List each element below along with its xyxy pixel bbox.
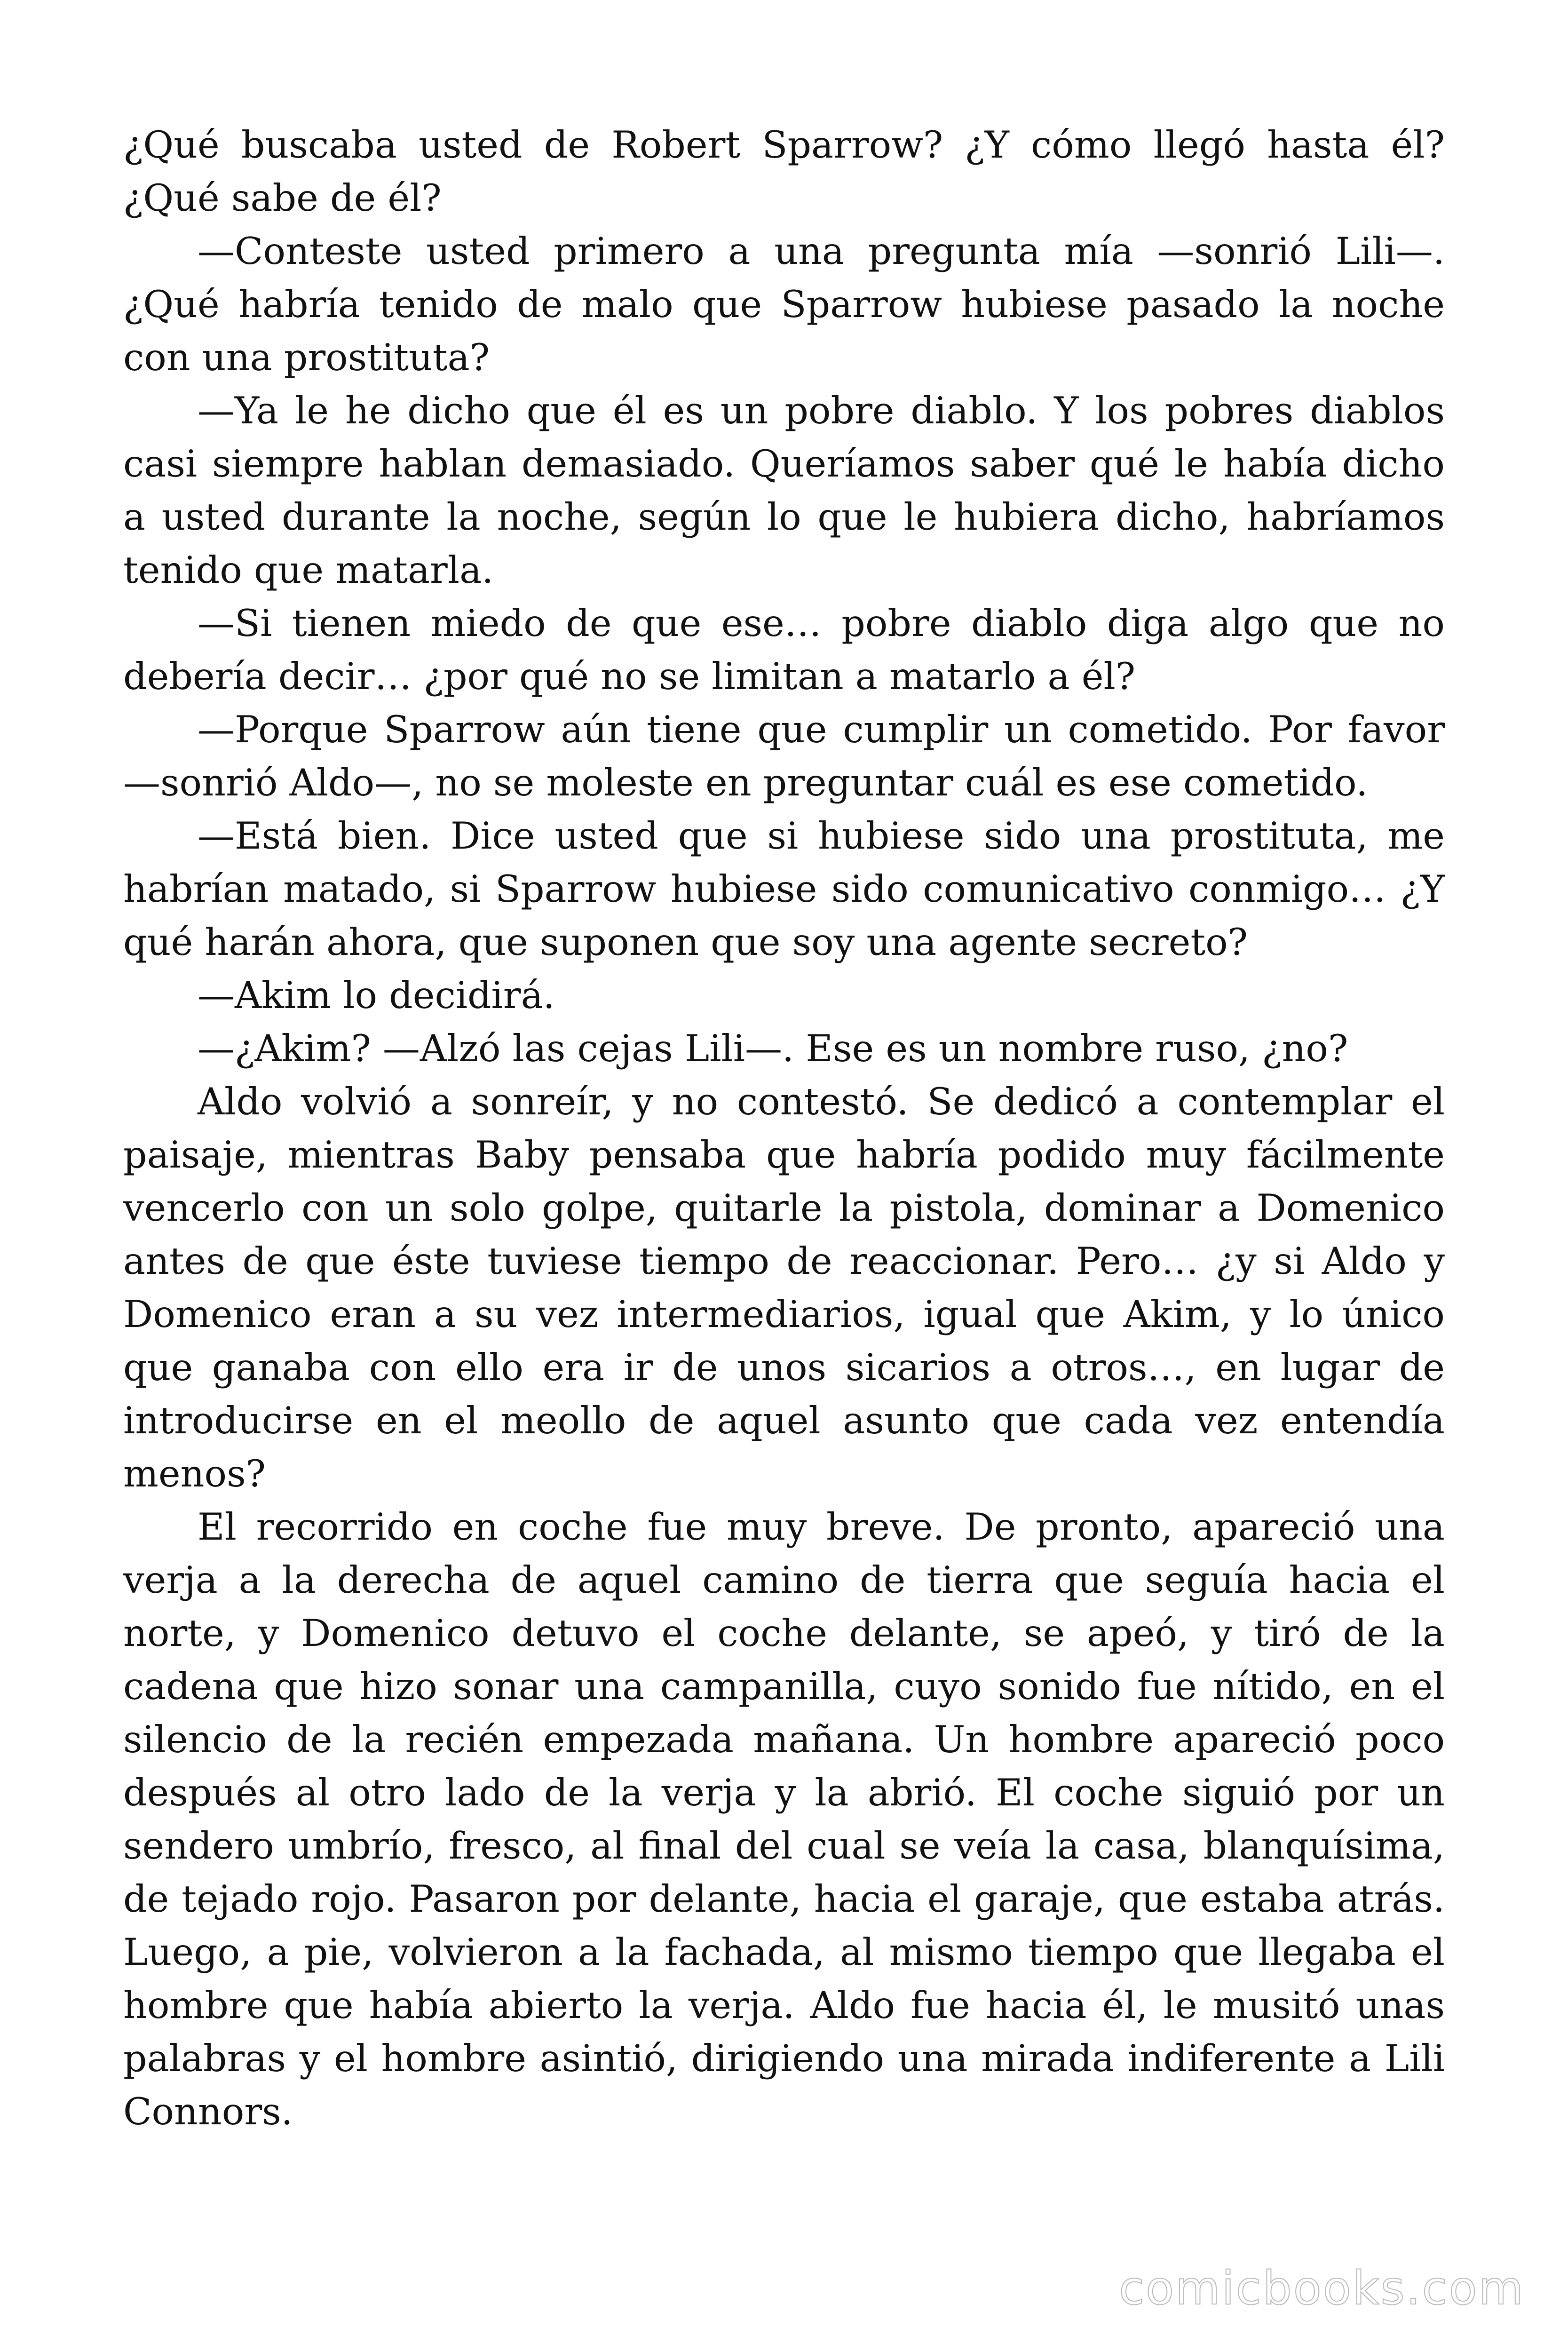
paragraph: —Porque Sparrow aún tiene que cumplir un cometido. Por favor —sonrió Aldo—, no se moleste en preguntar cuál es ese cometido.	[123, 708, 1445, 804]
paragraph: ¿Qué buscaba usted de Robert Sparrow? ¿Y cómo llegó hasta él? ¿Qué sabe de él?	[123, 123, 1445, 220]
document-body	[123, 119, 1445, 2138]
watermark-logo: comicbooks.com	[1119, 2262, 1525, 2315]
paragraph: —Conteste usted primero a una pregunta mía —sonrió Lili—. ¿Qué habría tenido de malo que Sparrow hubiese pasado la noche con una prostituta?	[123, 230, 1445, 379]
paragraph: —Akim lo decidirá.	[198, 974, 555, 1017]
paragraph: Aldo volvió a sonreír, y no contestó. Se dedicó a contemplar el paisaje, mientras Baby pensaba que habría podido muy fácilmente vencerlo con un solo golpe, quitarle la pistola, dominar a Domenico antes de que éste tuviese tiempo de reaccionar. Pero… ¿y si Aldo y Domenico eran a su vez intermediarios, igual que Akim, y lo único que ganaba con ello era ir de unos sicarios a otros…, en lugar de introducirse en el meollo de aquel asunto que cada vez entendía menos?	[123, 1080, 1445, 1495]
paragraph: —Está bien. Dice usted que si hubiese sido una prostituta, me habrían matado, si Sparrow hubiese sido comunicativo conmigo… ¿Y qué harán ahora, que suponen que soy una agente secreto?	[123, 814, 1445, 964]
paragraph: —Si tienen miedo de que ese… pobre diablo diga algo que no debería decir… ¿por qué no se limitan a matarlo a él?	[123, 602, 1445, 698]
paragraph: —¿Akim? —Alzó las cejas Lili—. Ese es un nombre ruso, ¿no?	[198, 1027, 1348, 1070]
paragraph: —Ya le he dicho que él es un pobre diablo. Y los pobres diablos casi siempre hablan demasiado. Queríamos saber qué le había dicho a usted durante la noche, según lo que le hubiera dicho, habríamos tenido que matarla.	[123, 389, 1445, 592]
paragraph: El recorrido en coche fue muy breve. De pronto, apareció una verja a la derecha de aquel camino de tierra que seguía hacia el norte, y Domenico detuvo el coche delante, se apeó, y tiró de la cadena que hizo sonar una campanilla, cuyo sonido fue nítido, en el silencio de la recién empezada mañana. Un hombre apareció poco después al otro lado de la verja y la abrió. El coche siguió por un sendero umbrío, fresco, al final del cual se veía la casa, blanquísima, de tejado rojo. Pasaron por delante, hacia el garaje, que estaba atrás. Luego, a pie, volvieron a la fachada, al mismo tiempo que llegaba el hombre que había abierto la verja. Aldo fue hacia él, le musitó unas palabras y el hombre asintió, dirigiendo una mirada indiferente a Lili Connors.	[123, 1505, 1445, 2133]
